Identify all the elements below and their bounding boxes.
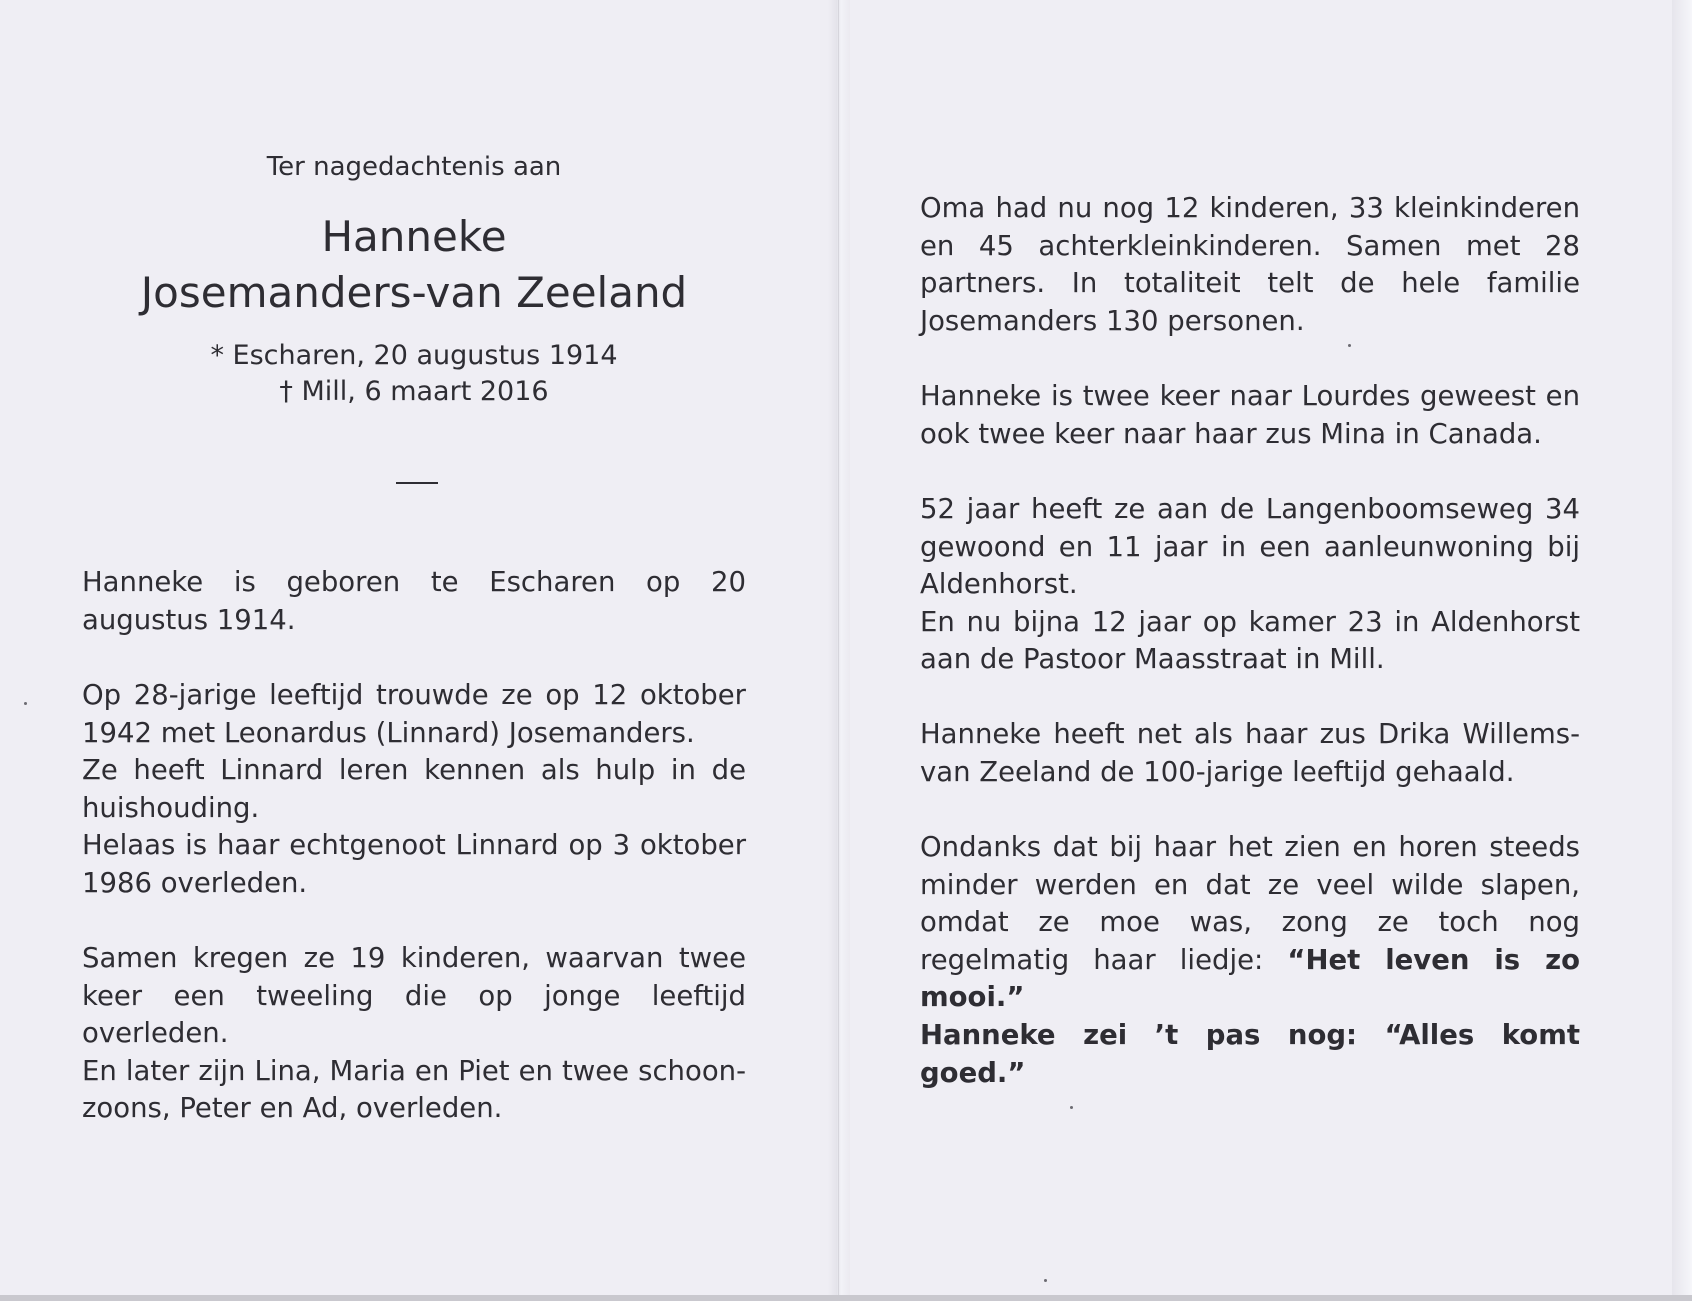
marriage-paragraph [82,677,746,902]
fold-line [838,0,839,1301]
paper-speck [1044,1279,1047,1282]
paragraph-line: En nu bijna 12 jaar op kamer 23 in Aldenhorst aan de Pastoor Maasstraat in Mill. [920,605,1580,675]
paragraph-line: 52 jaar heeft ze aan de Langenboomseweg 34 gewoond en 11 jaar in een aanleunwoning bij Aldenhorst. [920,493,1580,600]
paragraph-line [920,829,1580,1017]
paper-speck [24,702,27,705]
closing-prefix: Hanneke zei ’t pas nog: [920,1019,1385,1051]
birth-paragraph [82,564,746,639]
travel-paragraph [920,378,1580,453]
paragraph-line: Samen kregen ze 19 kinderen, waarvan twee keer een tweeling die op jonge leeftijd overleden. [82,942,746,1049]
song-paragraph [920,829,1580,1017]
paragraph-line: Ze heeft Linnard leren kennen als hulp in de huishouding. [82,754,746,824]
children-paragraph [82,940,746,1128]
death-line: † Mill, 6 maart 2016 [279,376,549,407]
card-edge-right [1672,0,1692,1301]
paragraph-line: Hanneke heeft net als haar zus Drika Willems-van Zeeland de 100-jarige leeftijd gehaald. [920,718,1580,788]
paragraph-line: Hanneke is twee keer naar Lourdes geweest en ook twee keer naar haar zus Mina in Canada. [920,380,1580,450]
card-fold [828,0,850,1301]
paragraph-line: Helaas is haar echtgenoot Linnard op 3 oktober 1986 overleden. [82,829,746,899]
paragraph-line: En later zijn Lina, Maria en Piet en twee schoon-zoons, Peter en Ad, overleden. [82,1054,746,1124]
closing-paragraph [920,1017,1580,1092]
intro-line: Ter nagedachtenis aan [266,152,562,182]
first-name: Hanneke [321,212,507,261]
paper-speck [1070,1106,1073,1109]
family-paragraph [920,190,1580,340]
closing-quote: “Alles komt goed.” [920,1019,1580,1089]
full-name: Josemanders-van Zeeland [140,268,688,317]
paragraph-line: Oma had nu nog 12 kinderen, 33 kleinkinderen en 45 achterkleinkinderen. Samen met 28 partners. In totaliteit telt de hele familie Josemanders 130 personen. [920,192,1580,337]
song-text: Ondanks dat bij haar het zien en horen steeds minder werden en dat ze veel wilde slapen, omdat ze moe was, zong ze toch nog regelmatig haar liedje: [920,831,1580,976]
closing-line [920,1017,1580,1092]
separator-dash [396,482,438,484]
residence-paragraph [920,491,1580,679]
paragraph-line: Hanneke is geboren te Escharen op 20 augustus 1914. [82,566,746,636]
song-quote: “Het leven is zo mooi.” [920,943,1580,1013]
birth-line: * Escharen, 20 augustus 1914 [210,340,618,371]
paragraph-line: Op 28-jarige leeftijd trouwde ze op 12 oktober 1942 met Leonardus (Linnard) Josemanders. [82,679,746,749]
card-edge-bottom [0,1295,1692,1301]
age-paragraph [920,716,1580,791]
paper-speck [1348,344,1351,347]
